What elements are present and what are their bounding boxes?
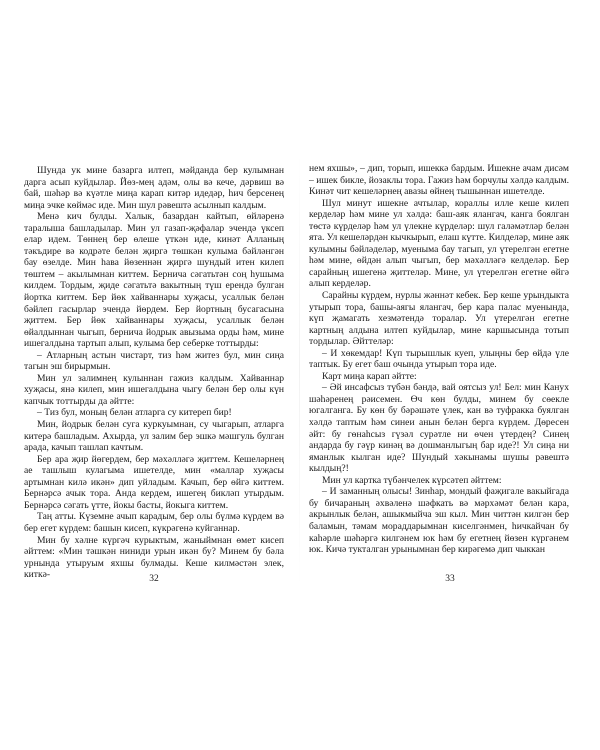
paragraph: – Әй инсафсыз түбән бәндә, вай оятсыз ул! Бел: мин Канух шәһәренең рәисемен. Өч көн булды, минем бу сөекле югалганга. Бу көн бу бәрәшәте үлек, кан вә туфракка буялган хәлдә таптым һәм синеи анын белән берга күрдем. Дөресен әйт: бу гөнаһсыз гүзәл сурәтле ни өчен үтердең? Синең андарда бу гәүр кинәң вә дошманлыгың бар иде?! Ул сиңа ни яманлык кылган иде? Шундый хәкынамы шушы рәвештә кылдың?! [309,382,569,475]
right-page-text [309,163,569,556]
paragraph: Менә кич булды. Халык, базардан кайтып, өйләренә таралыша башладылар. Мин ул газап-җәфалар эчендә үксеп елар идем. Төннең бер өлеше үткән иде, кинәт Алланың тәкъдире вә кодрәте белән җиргә төшкән кулыма бәйләнгән бау өзелде. Мин hава йөзеннән җиргә шундый итен килеп төштем – акылымнан киттем. Бернича сәгатьтән соң һушыма килдем. Тордым, җиде сәгатьтә вакытның түш ерендә булган йортка киттем. Бер йөк хайваннары хуҗасы, усаллык белән бәйлеп гасырлар эчендә йөрдем. Бер йортның бусагасына җиттем. Бер йөк хайваннары хуҗасы, усаллык белән өйалдыннан чыгып, бернича йодрык авызыма орды һәм, мине ишегалдына тартып алып, кулыма бер себерке тоттырды: [24,211,284,350]
paragraph: Бер ара җир йөгердем, бер мәхәлләгә җиттем. Кешеләрнең ае ташлыш кулагыма ишетелде, мин «маллар хуҗасы артымнан килә икән» дип уйладым. Качып, бер өйгә киттем. Бернәрсә ачык тора. Анда кердем, ишегең бикләп утырдым. Бернәрсә сәгать үтте, йокы басты, йокыга киттем. [24,453,284,511]
paragraph: – Атларның астын чистарт, тиз һәм житез бул, мин сиңа тагын эш бирырмын. [24,349,284,373]
left-page-text [24,165,284,581]
paragraph: Шунда ук мине базарга илтеп, мәйданда бер кулымнан дарга асып куйдылар. Йөз-мең адәм, олы вә кече, дәрвиш вә бай, шәһәр вә күәтле миңа карап китәр идедәр, һич берсенең миңа эчке көймәс иде. Мин шул рәвештә асылнып калдым. [24,165,284,211]
paragraph: – Тиз бул, моның белән атларга су китереп бир! [37,407,232,419]
paragraph: Таң атты. Күземне ачып карадым, бер олы бүлмә күрдем вә бер егет күрдем: башын кисеп, күкрәгенә куйганнар. [24,511,284,534]
right-page [300,0,600,750]
paragraph: – И хөкемдар! Күп тырышлык куеп, улыңны бер өйдә үле таптык. Бу егет баш очында утырып тора иде. [309,347,569,371]
paragraph: нем яхшы», – дип, торып, ишеккә бардым. Ишекне ачам дисәм – ишек бикле, йозаклы тора. Гажиз һәм борчулы хәлдә калдым. Кинәт чит кешеләрнең авазы өйнең тышыннан ишетелде. [309,163,569,198]
paragraph: Мин бу хәлне күргәч курыктым, жаныймнан өмет кисеп әйттем: «Мин тәшкән ниниди урын икән бу? Минем бу бәла урнында утыруым яхшы булмады. Кеше килмәстән элек, киткә- [24,534,284,581]
paragraph: Карт миңа карап әйтте: [322,370,417,382]
paragraph: Мин ул картка түбәнчелек күрсәтеп әйттем: [322,474,502,486]
paragraph: Сарайны күрдем, нурлы жәннәт кебек. Бер кеше урындыкта утырып тора, башы-аягы ялангач, бер кара палас муенында, күп җамагать хезмәтендә торалар. Ул үтерелгән егетне картның алдына илтеп куйдылар, мине каршысында тотып тордылар. Әйттеләр: [309,290,569,348]
page-number-left: 32 [149,574,159,584]
paragraph: Мин ул залимнең кулыннан гажиз калдым. Хайваннар хуҗасы, янә килеп, мин ишегалдына чыгу белән бер олы күн капчык тоттырды да әйтте: [24,372,284,407]
paragraph: Шул минут ишекне ачтылар, кораллы илле кеше килеп керделәр һәм мине ул хәлдә: баш-аяк ялангач, канга боялган төстә күрделәр һәм ул үлекне күрделәр: шул галәмәтләр белән ята. Ул кешеләрдән кычкырып, елаш күтте. Килделәр, мине аяк кулымны бәйләделәр, муеныма бау тагып, ул үтерелгән егетне һәм мине, өйдән алып чыгып, бер мәхәлләгә келделәр. Бер сарайның ишегенә җиттеләр. Мине, ул үтерелгән егетне өйгә алып керделәр. [309,197,570,290]
paragraph: – И заманның олысы! Зинһар, мондый фаҗигале вакыйгада бу бичараның әхвәленә шәфкать вә мәрхәмәт белән кара, акрынлык белән, ашыкмыйча эш кыл. Мин читтән килгән бер баламын, тәмам мораддарымнан киселгәнмен, һичкайчан бу каһәрле шәһәргә килгәнем юк һәм бу егетнең йөзен күргәнем юк. Кичә тукталган урынымнан бер кирәгемә дип чыккан [309,486,569,556]
page-number-right: 33 [445,574,455,584]
paragraph: Мин, йодрык белән суга куркуымнан, су чыгарып, атларга китерә башладым. Ахырда, ул залим бер эшкә мәшгуль булган арада, качып ташлап качтым. [24,419,284,454]
